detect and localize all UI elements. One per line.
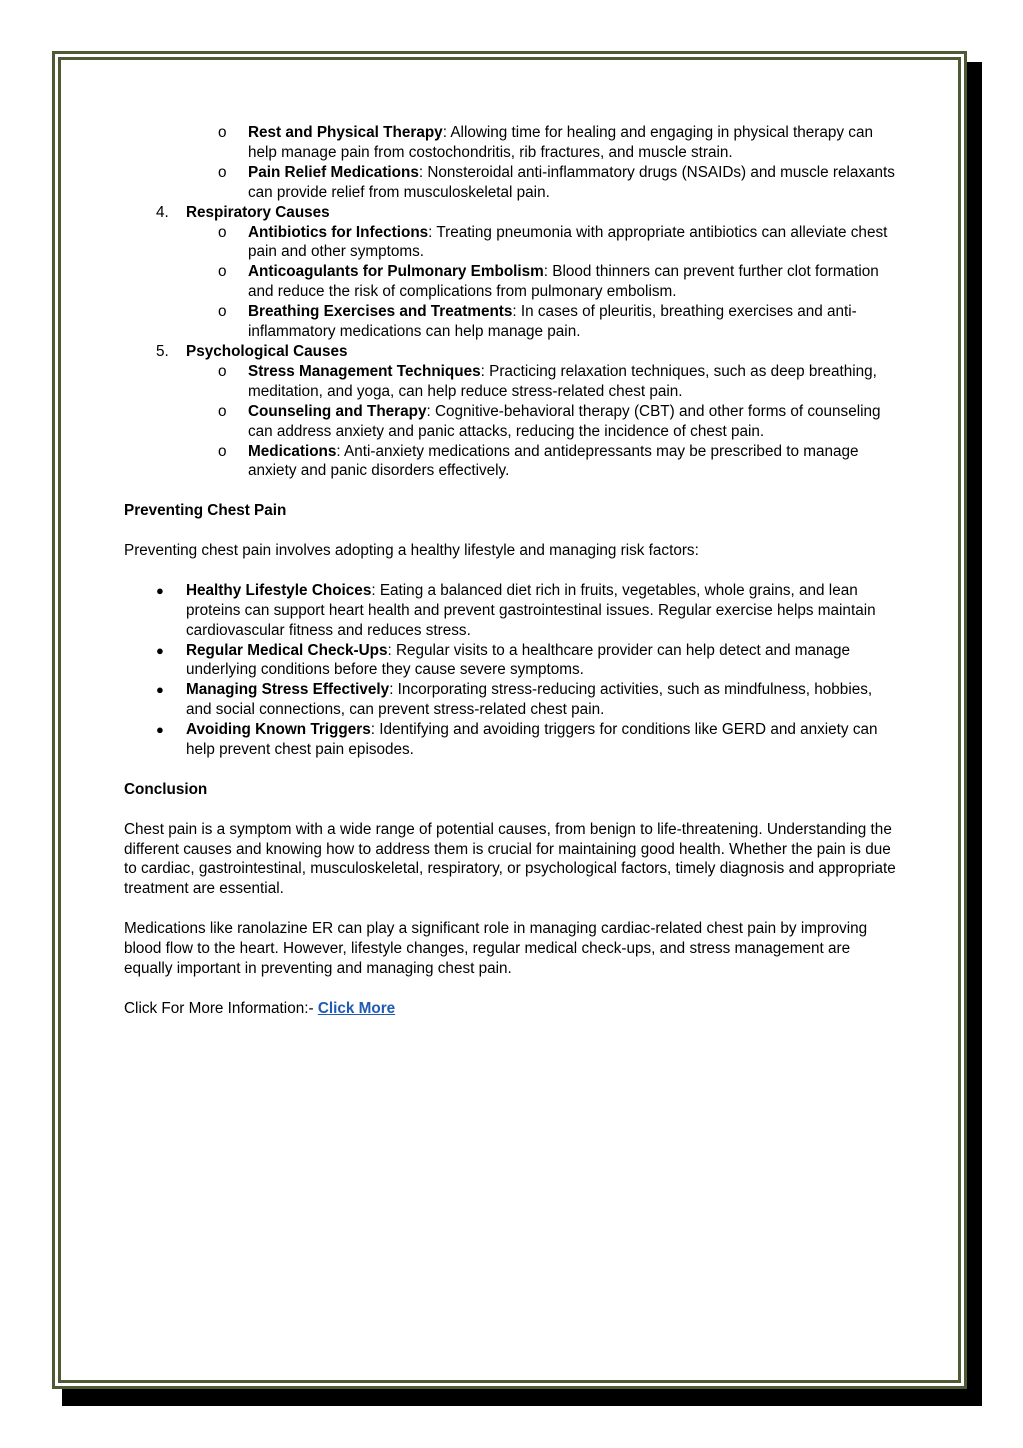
item-text: : Anti-anxiety medications and antidepressants may be prescribed to manage anxiety and panic disorders effectively.	[248, 442, 859, 480]
sub-bullet-marker: o	[218, 303, 227, 321]
item-title: Regular Medical Check-Ups	[186, 641, 388, 659]
sub-bullet-marker: o	[218, 223, 227, 241]
paragraph: Preventing chest pain involves adopting a healthy lifestyle and managing risk factors:	[124, 542, 699, 559]
document-body	[124, 123, 899, 1019]
section-subheading: Psychological Causes	[186, 342, 348, 360]
section-heading-conclusion: Conclusion	[124, 780, 208, 798]
list-item	[124, 302, 899, 342]
item-text: : Eating a balanced diet rich in fruits, vegetables, whole grains, and lean proteins can support heart health and prevent gastrointestinal issues. Regular exercise helps maintain cardiovascular fitness and reduces stress.	[186, 581, 876, 639]
item-title: Managing Stress Effectively	[186, 681, 390, 699]
item-text: : Practicing relaxation techniques, such as deep breathing, meditation, and yoga, can help reduce stress-related chest pain.	[248, 362, 877, 400]
list-item	[124, 402, 899, 442]
list-item	[124, 680, 899, 720]
sub-bullet-marker: o	[218, 362, 227, 380]
item-text: : Blood thinners can prevent further clot formation and reduce the risk of complications from pulmonary embolism.	[248, 263, 879, 301]
item-title: Rest and Physical Therapy	[248, 124, 443, 141]
item-text: : Identifying and avoiding triggers for conditions like GERD and anxiety can help prevent chest pain episodes.	[186, 721, 878, 759]
list-number: 4.	[156, 203, 169, 221]
item-title: Antibiotics for Infections	[248, 223, 429, 241]
paragraph: Chest pain is a symptom with a wide range of potential causes, from benign to life-threatening. Understanding the different causes and knowing how to address them is crucial for maintaining good health. Whether the pain is due to cardiac, gastrointestinal, musculoskeletal, respiratory, or psychological factors, timely diagnosis and appropriate treatment are essential.	[124, 820, 896, 898]
sub-bullet-marker: o	[218, 124, 227, 141]
list-item	[124, 223, 899, 263]
list-item	[124, 123, 899, 163]
list-item	[124, 163, 899, 203]
sub-bullet-marker: o	[218, 263, 227, 281]
list-item	[124, 720, 899, 760]
numbered-heading-psychological	[124, 342, 899, 362]
bullet-marker: ●	[156, 682, 164, 698]
item-text: : Allowing time for healing and engaging in physical therapy can help manage pain from costochondritis, rib fractures, and muscle strain.	[248, 124, 873, 161]
item-title: Pain Relief Medications	[248, 163, 419, 181]
bullet-marker: ●	[156, 722, 164, 738]
numbered-heading-respiratory	[124, 203, 899, 223]
sub-bullet-marker: o	[218, 442, 227, 460]
section-subheading: Respiratory Causes	[186, 203, 330, 221]
list-item	[124, 262, 899, 302]
item-text: : Cognitive-behavioral therapy (CBT) and other forms of counseling can address anxiety and panic attacks, reducing the incidence of chest pain.	[248, 402, 881, 440]
item-title: Breathing Exercises and Treatments	[248, 303, 513, 321]
more-info-label: Click For More Information:-	[124, 999, 318, 1017]
more-info-line	[124, 999, 899, 1019]
item-title: Avoiding Known Triggers	[186, 721, 371, 739]
bullet-marker: ●	[156, 642, 164, 658]
item-title: Counseling and Therapy	[248, 402, 427, 420]
list-item	[124, 442, 899, 482]
click-more-link[interactable]: Click More	[317, 999, 396, 1017]
list-item	[124, 581, 899, 641]
bullet-marker: ●	[156, 582, 164, 598]
item-text: : Treating pneumonia with appropriate antibiotics can alleviate chest pain and other symptoms.	[248, 223, 888, 261]
item-title: Medications	[248, 442, 337, 460]
item-text: : In cases of pleuritis, breathing exercises and anti-inflammatory medications can help manage pain.	[248, 303, 857, 341]
item-text: : Regular visits to a healthcare provider can help detect and manage underlying conditions before they cause severe symptoms.	[186, 641, 851, 679]
list-number: 5.	[156, 342, 169, 360]
paragraph: Medications like ranolazine ER can play a significant role in managing cardiac-related chest pain by improving blood flow to the heart. However, lifestyle changes, regular medical check-ups, and stress management are equally important in preventing and managing chest pain.	[124, 920, 868, 977]
item-title: Healthy Lifestyle Choices	[186, 581, 372, 599]
item-title: Anticoagulants for Pulmonary Embolism	[248, 263, 544, 281]
sub-bullet-marker: o	[218, 163, 227, 181]
item-title: Stress Management Techniques	[248, 362, 481, 380]
list-item	[124, 362, 899, 402]
item-text: : Incorporating stress-reducing activities, such as mindfulness, hobbies, and social connections, can prevent stress-related chest pain.	[186, 681, 873, 719]
list-item	[124, 641, 899, 681]
section-heading-preventing: Preventing Chest Pain	[124, 502, 287, 520]
item-text: : Nonsteroidal anti-inflammatory drugs (NSAIDs) and muscle relaxants can provide relief from musculoskeletal pain.	[248, 163, 895, 201]
sub-bullet-marker: o	[218, 402, 227, 420]
